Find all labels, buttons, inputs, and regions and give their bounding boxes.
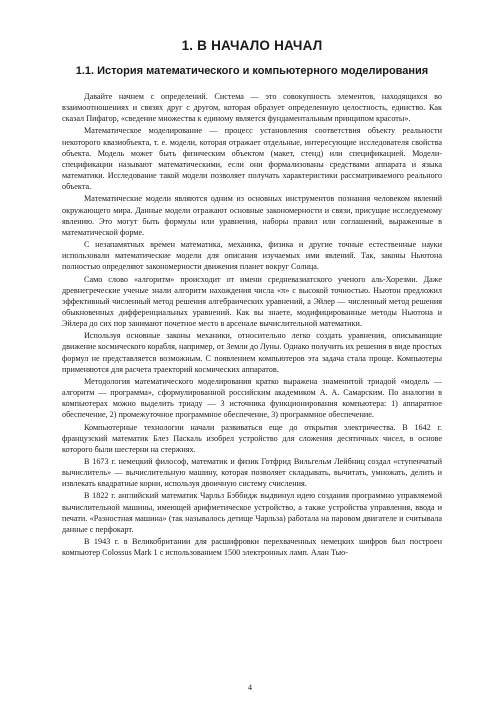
paragraph-pascal: Компьютерные технологии начали развиваться еще до открытия электричества. В 1642 г. французский математик Блез Паскаль изобрел устройство для сложения десятичных чисел, в основе которого были шестерни на стержнях. bbox=[62, 422, 442, 454]
paragraph-colossus: В 1943 г. в Великобритании для расшифровки перехваченных немецких шифров был построен компьютер Colossus Mark 1 с использованием 1500 электронных ламп. Алан Тью- bbox=[62, 537, 442, 558]
section-title: 1.1. История математического и компьютерного моделирования bbox=[75, 65, 429, 77]
page-number: 4 bbox=[248, 683, 252, 692]
paragraph-sciences: С незапамятных времен математика, механика, физика и другие точные естественные науки использовали математические модели для описания изучаемых ими явлений. Так, законы Ньютона полностью определяют закономерности движения планет вокруг Солнца. bbox=[62, 240, 442, 272]
paragraph-leibniz: В 1673 г. немецкий философ, математик и физик Готфрид Вильгельм Лейбниц создал «ступенчатый вычислитель» — вычислительную машину, которая позволяет складывать, вычитать, умножать, делить и извлекать квадратные корни, используя двоичную систему счисления. bbox=[62, 457, 442, 489]
body-text bbox=[62, 91, 442, 558]
paragraph-mechanics: Используя основные законы механики, относительно легко создать уравнения, описывающие движение космического корабля, например, от Земли до Луны. Однако получить их решения в виде простых формул не представляется возможным. С появлением компьютеров эта задача стала проще. Компьютеры применяются для расчета траекторий космических аппаратов. bbox=[62, 331, 442, 374]
paragraph-math-models: Математические модели являются одним из основных инструментов познания человеком явлений окружающего мира. Данные модели отражают основные закономерности и связи, присущие исследуемому явлению. Это могут быть формулы или уравнения, наборы правил или соглашений, выраженные в математической форме. bbox=[62, 194, 442, 237]
paragraph-methodology: Методология математического моделирования кратко выражена знаменитой триадой «модель — алгоритм — программа», сформулированной российским академиком А. А. Самарским. По аналогии в компьютерах можно выделить триаду — 3 источника функционирования компьютера: 1) аппаратное обеспечение, 2) промежуточное программное обеспечение, 3) программное обеспечение. bbox=[62, 376, 442, 420]
document-page bbox=[62, 38, 442, 559]
chapter-title: 1. В НАЧАЛО НАЧАЛ bbox=[181, 38, 323, 53]
paragraph-algorithm: Само слово «алгоритм» происходит от имени средневазиатского ученого аль-Хорезми. Даже древнегреческие ученые знали алгоритм нахождения числа «π» с высокой точностью. Ньютон предложил эффективный численный метод решения алгебраических уравнений, а Эйлер — численный метод решения обыкновенных дифференциальных уравнений. Как вы знаете, модифицированные методы Ньютона и Эйлера до сих пор занимают почетное место в арсенале вычислительной математики. bbox=[62, 274, 442, 329]
paragraph-math-modeling: Математическое моделирование — процесс установления соответствия объекту реальности некоторого квазиобъекта, т. е. модели, которая отражает отдельные, интересующие исследователя свойства объекта. Модель может быть физическим объектом (макет, стенд) или спецификацией. Модели-спецификации называют математическими, если они формализованы средствами аппарата и языка математики. Исследование такой модели позволяет получать характеристики рассматриваемого реального объекта. bbox=[62, 126, 442, 192]
paragraph-definitions: Давайте начнем с определений. Система — это совокупность элементов, находящихся во взаимоотношениях и связях друг с другом, которая образует определенную целостность, единство. Как сказал Пифагор, «сведение множества к единому является фундаментальным принципом красоты». bbox=[62, 92, 442, 124]
paragraph-babbage: В 1822 г. английский математик Чарльз Бэббидж выдвинул идею создания программно управляемой вычислительной машины, имеющей арифметическое устройство, а также устройства управления, ввода и печати. «Разностная машина» (так называлось детище Чарльза) работала на паровом двигателе и считывала данные с перфокарт. bbox=[62, 491, 442, 534]
